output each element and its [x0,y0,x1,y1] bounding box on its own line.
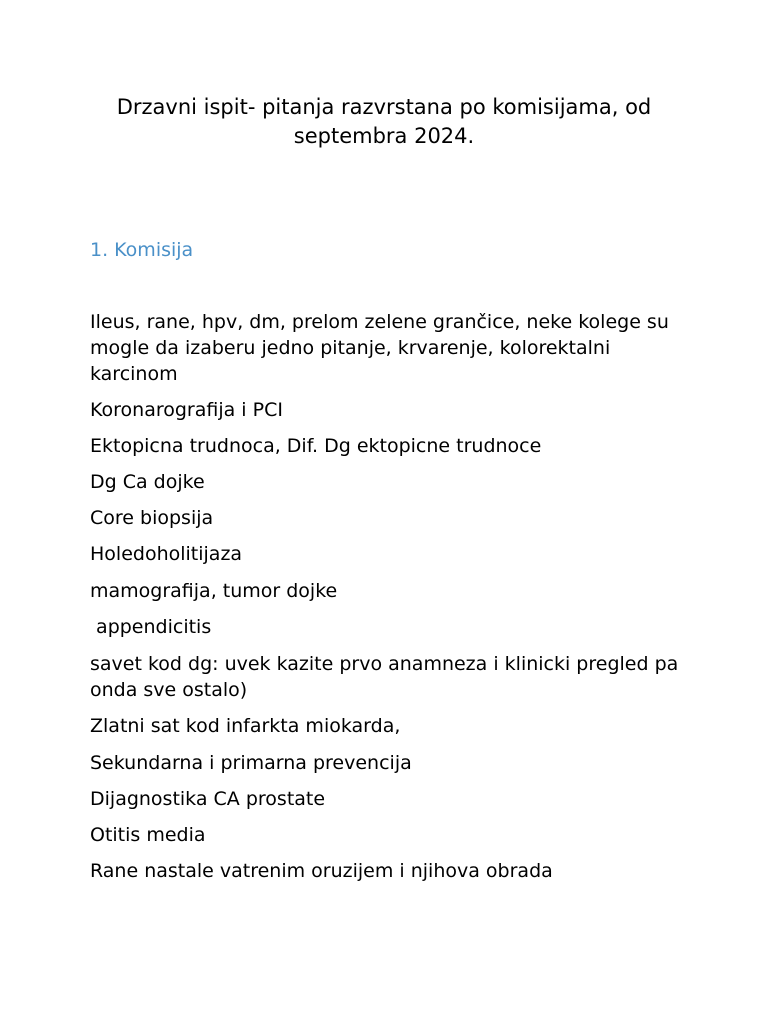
list-item: Rane nastale vatrenim oruzijem i njihova obrada [90,860,553,882]
list-item: Ektopicna trudnoca, Dif. Dg ektopicne trudnoce [90,435,542,457]
list-item: Dg Ca dojke [90,471,205,493]
section-heading: 1. Komisija [90,239,194,261]
list-item: Otitis media [90,824,206,846]
list-item: Holedoholitijaza [90,543,243,565]
title-line-1: Drzavni ispit- pitanja razvrstana po komisijama, od [116,95,652,119]
list-item: appendicitis [90,616,212,638]
document-title [80,93,688,151]
list-item: mamografija, tumor dojke [90,580,338,602]
list-item: Dijagnostika CA prostate [90,788,326,810]
list-item: Koronarografija i PCI [90,399,283,421]
list-item: Sekundarna i primarna prevencija [90,752,412,774]
title-line-2: septembra 2024. [293,124,475,148]
list-item: savet kod dg: uvek kazite prvo anamneza i klinicki pregled pa onda sve ostalo) [90,653,685,701]
list-item: Zlatni sat kod infarkta miokarda, [90,715,401,737]
list-item: Ileus, rane, hpv, dm, prelom zelene grančice, neke kolege su mogle da izaberu jedno pitanje, krvarenje, kolorektalni karcinom [90,311,675,385]
list-item: Core biopsija [90,507,214,529]
